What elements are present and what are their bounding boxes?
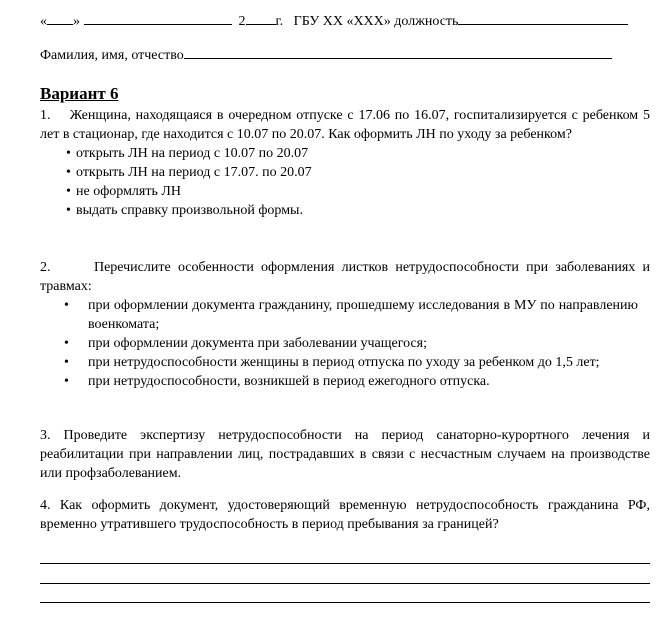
fio-label: Фамилия, имя, отчество: [40, 48, 184, 63]
question-2-text: [40, 258, 650, 296]
list-item: [40, 372, 650, 391]
date-open-quote: «: [40, 14, 47, 29]
bullet-icon: •: [64, 355, 69, 370]
year-blank[interactable]: [246, 10, 276, 25]
variant-title: Вариант 6: [40, 84, 119, 103]
question-1-text: [40, 106, 650, 144]
question-1: [40, 106, 650, 220]
list-item-text: при оформлении документа гражданину, прошедшему исследования в МУ по направлению военкомата;: [88, 298, 638, 332]
option-text: открыть ЛН на период с 10.07 по 20.07: [76, 146, 309, 161]
bullet-icon: •: [64, 374, 69, 389]
bullet-icon: •: [64, 298, 69, 313]
list-item-text: при нетрудоспособности, возникшей в период ежегодного отпуска.: [88, 374, 490, 389]
bullet-icon: •: [66, 146, 71, 161]
option-item: [40, 144, 650, 163]
day-blank[interactable]: [47, 10, 73, 25]
answer-line[interactable]: [40, 563, 650, 564]
answer-line[interactable]: [40, 602, 650, 603]
question-3: 3. Проведите экспертизу нетрудоспособности на период санаторно-курортного лечения и реабилитации при направлении лиц, пострадавших в связи с несчастным случаем на производстве или профзаболеванием.: [40, 428, 650, 481]
month-blank[interactable]: [84, 10, 232, 25]
bullet-icon: •: [66, 165, 71, 180]
option-text: не оформлять ЛН: [76, 184, 181, 199]
option-item: [40, 163, 650, 182]
bullet-icon: •: [66, 203, 71, 218]
option-text: открыть ЛН на период с 17.07. по 20.07: [76, 165, 312, 180]
year-suffix: г.: [275, 14, 284, 29]
list-item-text: при нетрудоспособности женщины в период отпуска по уходу за ребенком до 1,5 лет;: [88, 355, 600, 370]
option-item: [40, 201, 650, 220]
header-row: [40, 10, 650, 31]
year-prefix: 2: [238, 14, 246, 29]
list-item-text: при оформлении документа при заболевании учащегося;: [88, 336, 428, 351]
position-blank[interactable]: [458, 10, 628, 25]
org-position-label: ГБУ ХХ «ХХХ» должность: [293, 14, 459, 29]
bullet-icon: •: [66, 184, 71, 199]
question-2-items: [40, 296, 650, 391]
question-4: 4. Как оформить документ, удостоверяющий временную нетрудоспособность гражданина РФ, временно утратившего трудоспособность в период пребывания за границей?: [40, 498, 650, 532]
date-close-quote: »: [73, 14, 80, 29]
option-item: [40, 182, 650, 201]
fio-blank[interactable]: [184, 44, 612, 59]
option-text: выдать справку произвольной формы.: [76, 203, 303, 218]
question-2-body: Перечислите особенности оформления листков нетрудоспособности при заболеваниях и травмах:: [40, 260, 650, 294]
question-1-number: 1.: [40, 108, 51, 123]
question-2: [40, 258, 650, 391]
list-item: [40, 353, 650, 372]
list-item: [40, 334, 650, 353]
list-item: [40, 296, 650, 334]
question-1-body: Женщина, находящаяся в очередном отпуске с 17.06 по 16.07, госпитализируется с ребенком 5 лет в стационар, где находится с 10.07 по 20.07. Как оформить ЛН по уходу за ребенком?: [40, 108, 650, 142]
question-2-number: 2.: [40, 260, 51, 275]
bullet-icon: •: [64, 336, 69, 351]
fio-row: [40, 44, 640, 65]
answer-line[interactable]: [40, 583, 650, 584]
question-1-options: [40, 144, 650, 220]
